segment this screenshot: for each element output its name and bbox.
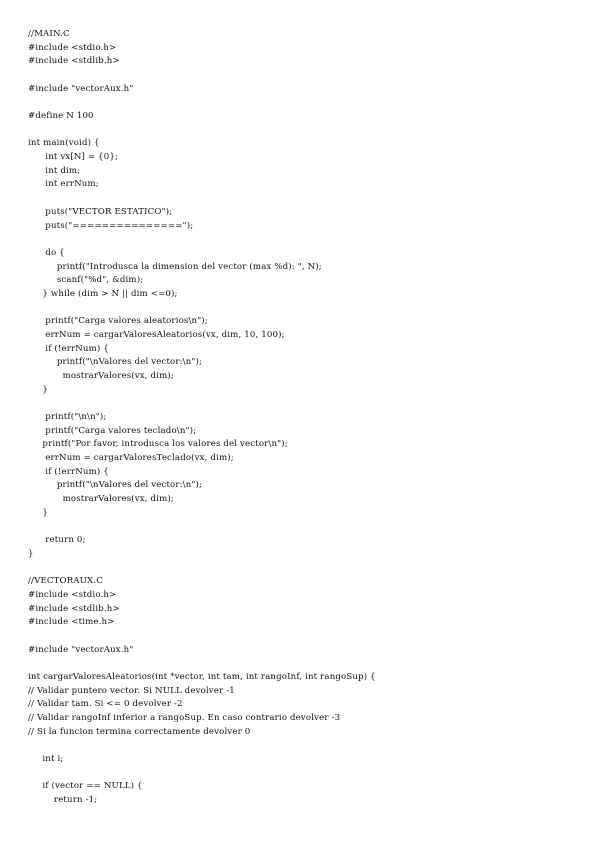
code-line: // Validar puntero vector. Si NULL devolver -1 — [28, 685, 235, 696]
code-line: //VECTORAUX.C — [28, 576, 103, 587]
code-line: printf("Introdusca la dimension del vector (max %d): ", N); — [28, 261, 322, 272]
code-line: // Validar tam. Si <= 0 devolver -2 — [28, 699, 183, 710]
code-line: int cargarValoresAleatorios(int *vector, int tam, int rangoInf, int rangoSup) { — [28, 671, 376, 682]
code-line: int main(void) { — [28, 138, 100, 149]
code-line: int errNum; — [28, 179, 99, 190]
code-line: errNum = cargarValoresAleatorios(vx, dim, 10, 100); — [28, 329, 285, 340]
code-line: int i; — [28, 754, 64, 765]
code-line: if (vector == NULL) { — [28, 781, 143, 792]
code-line: #include <stdio.h> — [28, 589, 117, 600]
code-line: printf("\nValores del vector:\n"); — [28, 480, 203, 491]
code-line: return -1; — [28, 795, 98, 806]
code-line: scanf("%d", &dim); — [28, 275, 144, 286]
code-line: printf("\n\n"); — [28, 412, 107, 423]
code-line: puts("VECTOR ESTATICO"); — [28, 206, 173, 217]
code-line: #include "vectorAux.h" — [28, 644, 134, 655]
code-line: #define N 100 — [28, 111, 94, 122]
code-line: } while (dim > N || dim <=0); — [28, 288, 178, 299]
code-line: #include "vectorAux.h" — [28, 83, 134, 94]
code-line: printf("Carga valores teclado\n"); — [28, 425, 197, 436]
code-line: puts("==============="); — [28, 220, 194, 231]
code-line: // Si la funcion termina correctamente devolver 0 — [28, 726, 251, 737]
code-line: int dim; — [28, 165, 81, 176]
code-line: #include <stdlib.h> — [28, 56, 120, 67]
code-line: if (!errNum) { — [28, 343, 109, 354]
code-line: printf("Carga valores aleatorios\n"); — [28, 316, 208, 327]
code-line: if (!errNum) { — [28, 466, 109, 477]
code-line: printf("Por favor, introdusca los valores del vector\n"); — [28, 439, 288, 450]
code-line: #include <time.h> — [28, 617, 115, 628]
code-line: } — [28, 384, 49, 395]
code-line: mostrarValores(vx, dim); — [28, 371, 174, 381]
code-line: } — [28, 507, 49, 518]
code-line: #include <stdlib.h> — [28, 603, 120, 614]
code-line: // Validar rangoInf inferior a rangoSup. En caso contrario devolver -3 — [28, 713, 341, 723]
code-line: printf("\nValores del vector:\n"); — [28, 357, 203, 368]
code-line: return 0; — [28, 535, 86, 546]
code-line: errNum = cargarValoresTeclado(vx, dim); — [28, 453, 234, 464]
code-line: #include <stdio.h> — [28, 42, 117, 53]
code-line: } — [28, 548, 34, 559]
code-line: mostrarValores(vx, dim); — [28, 494, 174, 505]
code-line: int vx[N] = {0}; — [28, 152, 119, 163]
code-line: do { — [28, 247, 65, 258]
code-line: //MAIN.C — [28, 29, 70, 39]
